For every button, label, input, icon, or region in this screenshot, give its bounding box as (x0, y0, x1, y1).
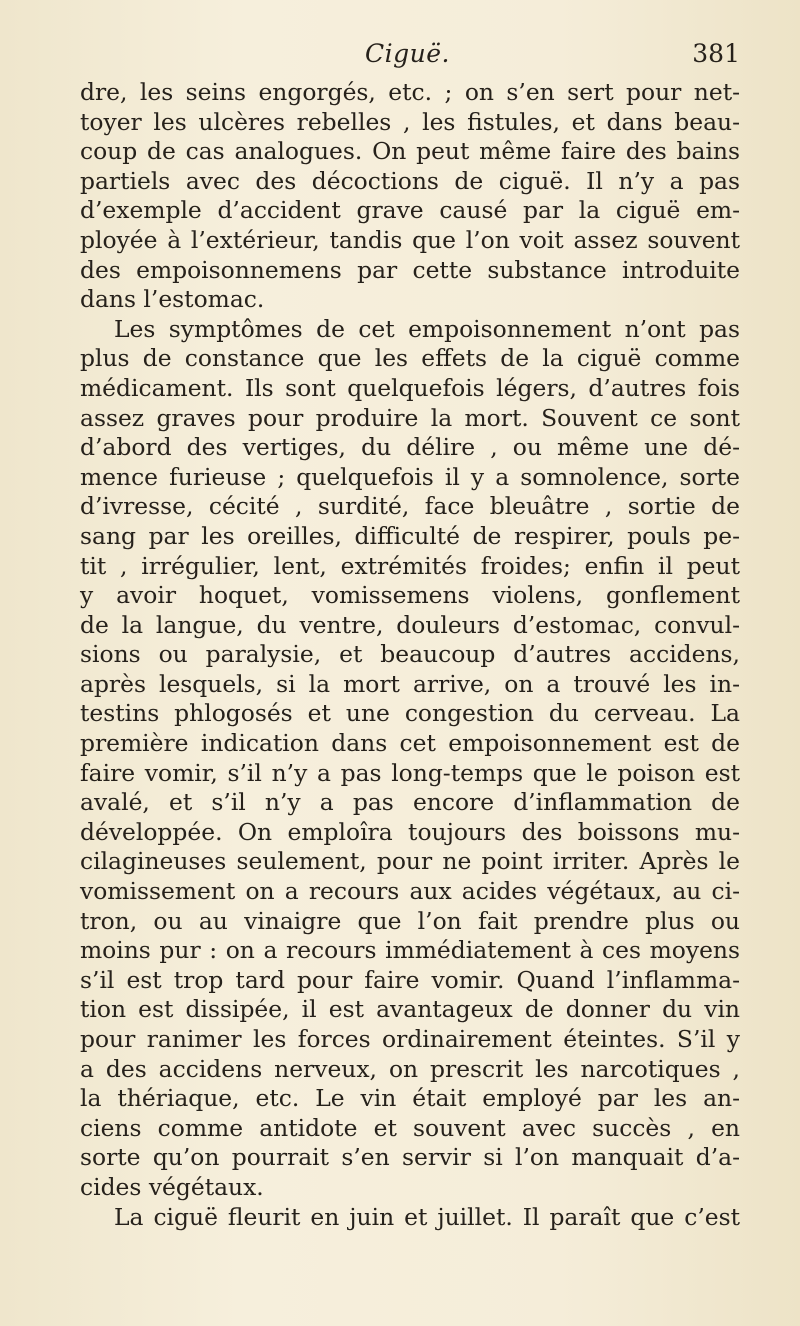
text-line: faire vomir, s’il n’y a pas long-temps que le poison est (80, 758, 740, 787)
text-line: sorte qu’on pourrait s’en servir si l’on manquait d’a- (80, 1143, 740, 1172)
text-line: moins pur : on a recours immédiatement à ces moyens (80, 936, 740, 965)
text-line: ciens comme antidote et souvent avec succès , en (80, 1113, 740, 1142)
text-line: tron, ou au vinaigre que l’on fait prendre plus ou (80, 906, 740, 935)
text-line: des empoisonnemens par cette substance introduite (80, 255, 740, 284)
text-line: ployée à l’extérieur, tandis que l’on voit assez souvent (80, 225, 740, 254)
text-line: a des accidens nerveux, on prescrit les narcotiques , (80, 1054, 740, 1083)
page-number: 381 (692, 39, 740, 68)
text-line: avalé, et s’il n’y a pas encore d’inflammation de (80, 788, 740, 817)
paragraph-3 (80, 1203, 740, 1233)
text-line: d’ivresse, cécité , surdité, face bleuâtre , sortie de (80, 492, 740, 521)
text-line: dre, les seins engorgés, etc. ; on s’en sert pour net- (80, 78, 740, 106)
text-line: médicament. Ils sont quelquefois légers, d’autres fois (80, 373, 740, 402)
text-line: la thériaque, etc. Le vin était employé par les an- (80, 1084, 740, 1113)
text-line: tit , irrégulier, lent, extrémités froides; enfin il peut (80, 551, 740, 580)
text-line: s’il est trop tard pour faire vomir. Quand l’inflamma- (80, 965, 740, 994)
running-head (80, 34, 740, 74)
text-line: dans l’estomac. (80, 285, 265, 314)
text-line: Les symptômes de cet empoisonnement n’ont pas (114, 314, 740, 343)
text-line: La ciguë fleurit en juin et juillet. Il paraît que c’est (114, 1202, 740, 1231)
text-line: partiels avec des décoctions de ciguë. Il n’y a pas (80, 166, 740, 195)
text-line: cides végétaux. (80, 1172, 264, 1201)
text-line: pour ranimer les forces ordinairement éteintes. S’il y (80, 1025, 740, 1053)
text-line: tion est dissipée, il est avantageux de donner du vin (80, 995, 740, 1024)
text-line: première indication dans cet empoisonnement est de (80, 729, 740, 758)
text-line: sang par les oreilles, difficulté de respirer, pouls pe- (80, 521, 740, 550)
text-line: de la langue, du ventre, douleurs d’estomac, convul- (80, 610, 740, 639)
text-line: sions ou paralysie, et beaucoup d’autres accidens, (80, 640, 740, 669)
text-line: après lesquels, si la mort arrive, on a trouvé les in- (80, 669, 740, 698)
text-line: cilagineuses seulement, pour ne point irriter. Après le (80, 847, 740, 876)
text-line: vomissement on a recours aux acides végétaux, au ci- (80, 877, 740, 906)
text-line: plus de constance que les effets de la ciguë comme (80, 344, 740, 373)
text-line: coup de cas analogues. On peut même faire des bains (80, 137, 740, 166)
text-line: mence furieuse ; quelquefois il y a somnolence, sorte (80, 462, 740, 491)
body-text (80, 78, 740, 1232)
text-line: d’exemple d’accident grave causé par la ciguë em- (80, 196, 740, 225)
paragraph-2 (80, 315, 740, 1203)
text-line: développée. On emploîra toujours des boissons mu- (80, 817, 740, 846)
text-line: testins phlogosés et une congestion du cerveau. La (80, 699, 740, 728)
text-line: d’abord des vertiges, du délire , ou même une dé- (80, 433, 740, 462)
paragraph-1 (80, 78, 740, 315)
text-line: toyer les ulcères rebelles , les fistules, et dans beau- (80, 107, 740, 136)
text-line: y avoir hoquet, vomissemens violens, gonflement (80, 581, 740, 610)
running-title: Ciguë. (365, 39, 450, 68)
text-line: assez graves pour produire la mort. Souvent ce sont (80, 403, 740, 432)
